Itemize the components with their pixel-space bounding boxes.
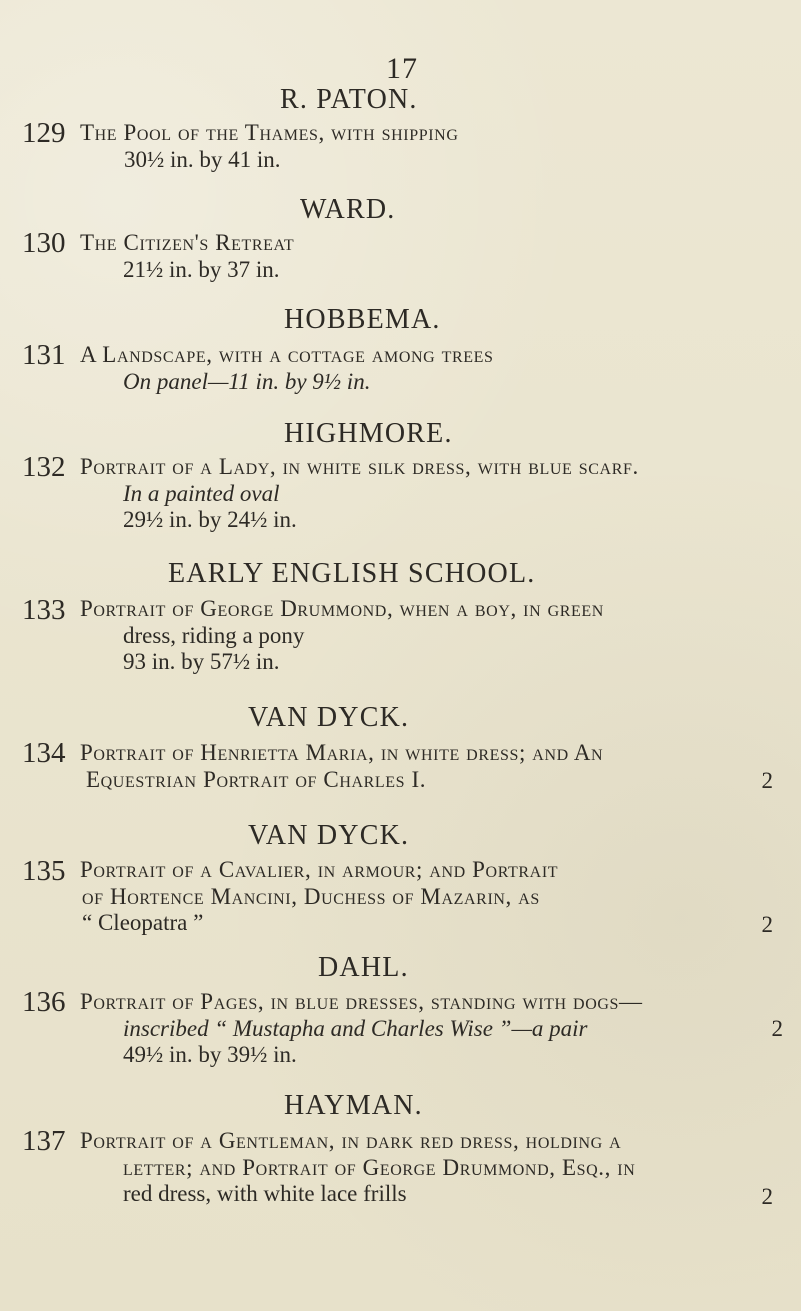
description-line-secondary: dress, riding a pony bbox=[123, 622, 305, 648]
dimensions-line: 93 in. by 57½ in. bbox=[123, 649, 280, 675]
lot-number: 134 bbox=[22, 737, 66, 769]
description-line: Portrait of Henrietta Maria, in white dress; and An bbox=[80, 740, 604, 765]
description-line-secondary: letter; and Portrait of George Drummond, Esq., in bbox=[123, 1154, 636, 1180]
lot-number: 132 bbox=[22, 451, 66, 483]
dimensions-line: 21½ in. by 37 in. bbox=[123, 256, 280, 282]
lot-description bbox=[80, 989, 790, 1069]
artist-name: DAHL. bbox=[318, 952, 409, 983]
description-line-tertiary: red dress, with white lace frills bbox=[123, 1181, 407, 1207]
dimensions-line: 30½ in. by 41 in. bbox=[124, 146, 281, 172]
page-number: 17 bbox=[386, 52, 418, 85]
lot-description bbox=[80, 596, 790, 676]
lot-number: 130 bbox=[22, 227, 66, 259]
description-line: The Pool of the Thames, with shipping bbox=[80, 120, 459, 145]
description-line-tertiary: “ Cleopatra ” bbox=[82, 910, 204, 936]
dimensions-line: 29½ in. by 24½ in. bbox=[123, 507, 297, 533]
lot-quantity: 2 bbox=[771, 1015, 783, 1041]
lot-description bbox=[80, 342, 790, 395]
lot-description bbox=[80, 857, 790, 937]
artist-name: EARLY ENGLISH SCHOOL. bbox=[168, 558, 536, 589]
lot-number: 131 bbox=[22, 339, 66, 371]
dimensions-line: 49½ in. by 39½ in. bbox=[123, 1042, 297, 1068]
inscription-text: inscribed “ Mustapha and Charles Wise ”—a pair bbox=[123, 1015, 588, 1041]
lot-description bbox=[80, 740, 790, 793]
lot-quantity: 2 bbox=[761, 768, 773, 793]
lot-quantity: 2 bbox=[761, 912, 773, 937]
artist-name: R. PATON. bbox=[280, 84, 418, 115]
artist-name: HIGHMORE. bbox=[284, 418, 453, 449]
lot-quantity: 2 bbox=[761, 1184, 773, 1209]
lot-description bbox=[80, 454, 790, 534]
artist-name: VAN DYCK. bbox=[248, 820, 410, 851]
lot-description bbox=[80, 230, 790, 283]
description-line: Portrait of George Drummond, when a boy, in green bbox=[80, 596, 604, 621]
lot-number: 137 bbox=[22, 1125, 66, 1157]
artist-name: WARD. bbox=[300, 194, 396, 225]
lot-number: 133 bbox=[22, 594, 66, 626]
dimensions-line: On panel—11 in. by 9½ in. bbox=[123, 368, 371, 394]
lot-number: 129 bbox=[22, 117, 66, 149]
description-line-secondary: Equestrian Portrait of Charles I. bbox=[86, 766, 427, 792]
artist-name: VAN DYCK. bbox=[248, 702, 410, 733]
description-line: Portrait of a Lady, in white silk dress, with blue scarf. bbox=[80, 454, 639, 479]
description-line: Portrait of a Gentleman, in dark red dress, holding a bbox=[80, 1128, 622, 1153]
lot-number: 136 bbox=[22, 986, 66, 1018]
description-line: Portrait of Pages, in blue dresses, standing with dogs— bbox=[80, 989, 643, 1014]
description-line: A Landscape, with a cottage among trees bbox=[80, 342, 494, 367]
description-line-secondary: of Hortence Mancini, Duchess of Mazarin, as bbox=[82, 883, 540, 909]
artist-name: HAYMAN. bbox=[284, 1090, 423, 1121]
description-line: The Citizen's Retreat bbox=[80, 230, 295, 255]
lot-number: 135 bbox=[22, 855, 66, 887]
description-line-secondary: In a painted oval bbox=[123, 480, 280, 506]
lot-description bbox=[80, 120, 790, 173]
artist-name: HOBBEMA. bbox=[284, 304, 441, 335]
lot-description bbox=[80, 1128, 790, 1208]
description-line: Portrait of a Cavalier, in armour; and Portrait bbox=[80, 857, 559, 882]
description-line-secondary bbox=[80, 1016, 783, 1043]
